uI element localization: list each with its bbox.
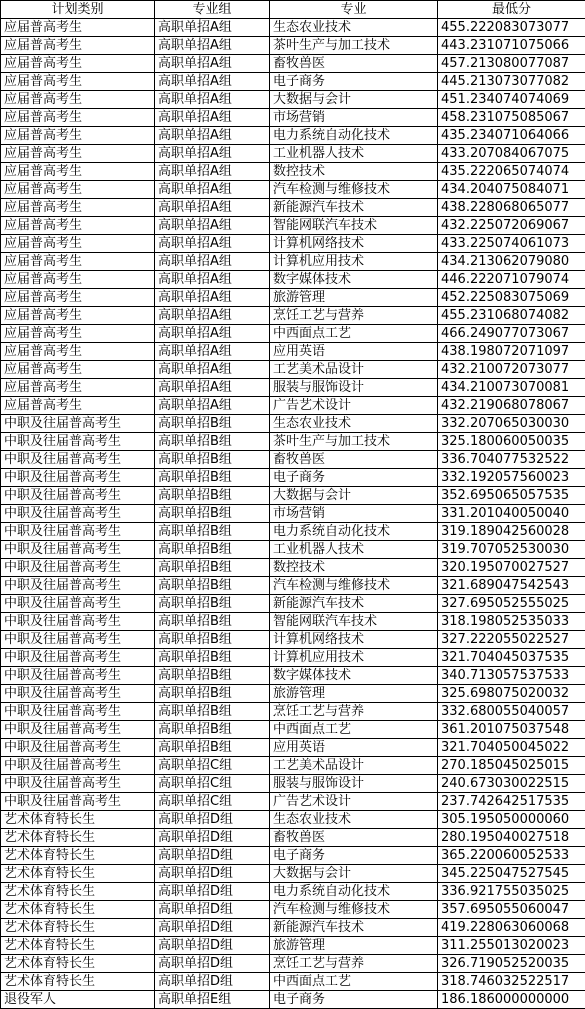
table-row <box>1 775 585 793</box>
cell-min-score: 365.220060052533 <box>438 847 585 865</box>
cell-min-score: 357.695055060047 <box>438 901 585 919</box>
cell-plan-category: 应届普高考生 <box>1 235 155 253</box>
cell-major: 新能源汽车技术 <box>270 919 438 937</box>
cell-plan-category: 中职及往届普高考生 <box>1 739 155 757</box>
cell-min-score: 340.713057537533 <box>438 667 585 685</box>
cell-major-group: 高职单招D组 <box>155 973 270 991</box>
cell-major: 广告艺术设计 <box>270 397 438 415</box>
cell-major: 烹饪工艺与营养 <box>270 703 438 721</box>
cell-min-score: 325.180060050035 <box>438 433 585 451</box>
cell-major-group: 高职单招A组 <box>155 91 270 109</box>
table-row <box>1 325 585 343</box>
cell-min-score: 433.207084067075 <box>438 145 585 163</box>
cell-plan-category: 中职及往届普高考生 <box>1 505 155 523</box>
table-row <box>1 793 585 811</box>
cell-major: 服装与服饰设计 <box>270 775 438 793</box>
cell-min-score: 434.210073070081 <box>438 379 585 397</box>
table-row <box>1 91 585 109</box>
cell-major-group: 高职单招B组 <box>155 415 270 433</box>
cell-major: 工艺美术品设计 <box>270 757 438 775</box>
cell-major: 新能源汽车技术 <box>270 199 438 217</box>
cell-min-score: 332.192057560023 <box>438 469 585 487</box>
cell-major: 计算机应用技术 <box>270 649 438 667</box>
cell-min-score: 326.719052520035 <box>438 955 585 973</box>
cell-min-score: 466.249077073067 <box>438 325 585 343</box>
cell-major: 电子商务 <box>270 469 438 487</box>
cell-major-group: 高职单招B组 <box>155 649 270 667</box>
cell-plan-category: 中职及往届普高考生 <box>1 793 155 811</box>
cell-min-score: 240.673030022515 <box>438 775 585 793</box>
cell-major-group: 高职单招B组 <box>155 703 270 721</box>
cell-min-score: 434.213062079080 <box>438 253 585 271</box>
cell-plan-category: 中职及往届普高考生 <box>1 523 155 541</box>
table-row <box>1 829 585 847</box>
cell-plan-category: 中职及往届普高考生 <box>1 721 155 739</box>
table-row <box>1 163 585 181</box>
table-row <box>1 271 585 289</box>
cell-plan-category: 艺术体育特长生 <box>1 829 155 847</box>
cell-major-group: 高职单招A组 <box>155 235 270 253</box>
table-row <box>1 289 585 307</box>
cell-major-group: 高职单招B组 <box>155 541 270 559</box>
cell-min-score: 443.231071075066 <box>438 37 585 55</box>
cell-major: 应用英语 <box>270 739 438 757</box>
cell-major: 烹饪工艺与营养 <box>270 955 438 973</box>
cell-major: 畜牧兽医 <box>270 451 438 469</box>
cell-min-score: 327.695052555025 <box>438 595 585 613</box>
table-row <box>1 577 585 595</box>
cell-major: 应用英语 <box>270 343 438 361</box>
table-row <box>1 469 585 487</box>
cell-major: 计算机应用技术 <box>270 253 438 271</box>
cell-plan-category: 中职及往届普高考生 <box>1 595 155 613</box>
cell-major: 中西面点工艺 <box>270 973 438 991</box>
cell-major-group: 高职单招B组 <box>155 613 270 631</box>
table-row <box>1 73 585 91</box>
cell-plan-category: 应届普高考生 <box>1 91 155 109</box>
cell-major-group: 高职单招D组 <box>155 919 270 937</box>
cell-min-score: 419.228063060068 <box>438 919 585 937</box>
cell-major: 服装与服饰设计 <box>270 379 438 397</box>
table-row <box>1 361 585 379</box>
cell-major-group: 高职单招A组 <box>155 325 270 343</box>
cell-min-score: 438.228068065077 <box>438 199 585 217</box>
cell-major-group: 高职单招D组 <box>155 865 270 883</box>
table-row <box>1 55 585 73</box>
cell-major-group: 高职单招A组 <box>155 37 270 55</box>
cell-major-group: 高职单招B组 <box>155 451 270 469</box>
cell-major: 汽车检测与维修技术 <box>270 181 438 199</box>
table-row <box>1 685 585 703</box>
cell-major: 工业机器人技术 <box>270 541 438 559</box>
cell-plan-category: 中职及往届普高考生 <box>1 757 155 775</box>
cell-major-group: 高职单招D组 <box>155 901 270 919</box>
cell-min-score: 325.698075020032 <box>438 685 585 703</box>
cell-plan-category: 艺术体育特长生 <box>1 937 155 955</box>
cell-major-group: 高职单招B组 <box>155 667 270 685</box>
table-row <box>1 415 585 433</box>
cell-min-score: 435.222065074074 <box>438 163 585 181</box>
table-row <box>1 379 585 397</box>
cell-min-score: 432.225072069067 <box>438 217 585 235</box>
cell-major-group: 高职单招B组 <box>155 721 270 739</box>
cell-min-score: 311.255013020023 <box>438 937 585 955</box>
table-row <box>1 343 585 361</box>
cell-min-score: 451.234074074069 <box>438 91 585 109</box>
table-row <box>1 847 585 865</box>
table-row <box>1 757 585 775</box>
cell-major-group: 高职单招A组 <box>155 145 270 163</box>
header-row <box>1 1 585 19</box>
cell-min-score: 280.195040027518 <box>438 829 585 847</box>
cell-major: 计算机网络技术 <box>270 631 438 649</box>
cell-major-group: 高职单招A组 <box>155 253 270 271</box>
cell-min-score: 336.704077532522 <box>438 451 585 469</box>
cell-min-score: 452.225083075069 <box>438 289 585 307</box>
cell-plan-category: 退役军人 <box>1 991 155 1009</box>
cell-plan-category: 中职及往届普高考生 <box>1 775 155 793</box>
cell-plan-category: 应届普高考生 <box>1 271 155 289</box>
table-row <box>1 541 585 559</box>
cell-plan-category: 应届普高考生 <box>1 361 155 379</box>
cell-major-group: 高职单招D组 <box>155 811 270 829</box>
cell-major: 汽车检测与维修技术 <box>270 577 438 595</box>
cell-major: 电子商务 <box>270 73 438 91</box>
cell-min-score: 457.213080077087 <box>438 55 585 73</box>
cell-major-group: 高职单招B组 <box>155 505 270 523</box>
table-row <box>1 145 585 163</box>
cell-plan-category: 中职及往届普高考生 <box>1 415 155 433</box>
cell-min-score: 305.195050000060 <box>438 811 585 829</box>
table-row <box>1 559 585 577</box>
cell-major-group: 高职单招B组 <box>155 685 270 703</box>
cell-major: 数字媒体技术 <box>270 667 438 685</box>
cell-min-score: 332.207065030030 <box>438 415 585 433</box>
cell-major-group: 高职单招A组 <box>155 289 270 307</box>
cell-plan-category: 艺术体育特长生 <box>1 811 155 829</box>
cell-min-score: 434.204075084071 <box>438 181 585 199</box>
cell-major: 旅游管理 <box>270 289 438 307</box>
header-major: 专业 <box>270 1 438 19</box>
cell-plan-category: 中职及往届普高考生 <box>1 487 155 505</box>
cell-major-group: 高职单招B组 <box>155 739 270 757</box>
table-row <box>1 883 585 901</box>
table-row <box>1 217 585 235</box>
cell-major: 畜牧兽医 <box>270 55 438 73</box>
cell-min-score: 319.189042560028 <box>438 523 585 541</box>
cell-major: 电力系统自动化技术 <box>270 127 438 145</box>
cell-major: 生态农业技术 <box>270 19 438 37</box>
cell-min-score: 319.707052530030 <box>438 541 585 559</box>
cell-major-group: 高职单招D组 <box>155 829 270 847</box>
cell-min-score: 321.704045037535 <box>438 649 585 667</box>
table-row <box>1 127 585 145</box>
cell-plan-category: 应届普高考生 <box>1 379 155 397</box>
header-major-group: 专业组 <box>155 1 270 19</box>
cell-major: 电子商务 <box>270 847 438 865</box>
cell-plan-category: 应届普高考生 <box>1 307 155 325</box>
cell-major: 生态农业技术 <box>270 811 438 829</box>
cell-min-score: 435.234071064066 <box>438 127 585 145</box>
cell-major-group: 高职单招A组 <box>155 199 270 217</box>
cell-plan-category: 艺术体育特长生 <box>1 901 155 919</box>
cell-plan-category: 应届普高考生 <box>1 217 155 235</box>
table-row <box>1 649 585 667</box>
table-row <box>1 973 585 991</box>
cell-major-group: 高职单招A组 <box>155 397 270 415</box>
cell-plan-category: 中职及往届普高考生 <box>1 613 155 631</box>
table-row <box>1 19 585 37</box>
cell-plan-category: 中职及往届普高考生 <box>1 559 155 577</box>
table-row <box>1 901 585 919</box>
cell-plan-category: 应届普高考生 <box>1 289 155 307</box>
cell-min-score: 446.222071079074 <box>438 271 585 289</box>
table-row <box>1 523 585 541</box>
cell-plan-category: 应届普高考生 <box>1 127 155 145</box>
cell-major: 大数据与会计 <box>270 865 438 883</box>
cell-major: 烹饪工艺与营养 <box>270 307 438 325</box>
cell-major-group: 高职单招A组 <box>155 343 270 361</box>
cell-major: 电力系统自动化技术 <box>270 523 438 541</box>
table-row <box>1 811 585 829</box>
cell-major-group: 高职单招B组 <box>155 577 270 595</box>
cell-major-group: 高职单招A组 <box>155 73 270 91</box>
cell-plan-category: 艺术体育特长生 <box>1 919 155 937</box>
cell-min-score: 331.201040050040 <box>438 505 585 523</box>
cell-major-group: 高职单招A组 <box>155 217 270 235</box>
cell-major: 数控技术 <box>270 163 438 181</box>
cell-major-group: 高职单招B组 <box>155 487 270 505</box>
table-row <box>1 703 585 721</box>
table-row <box>1 739 585 757</box>
cell-major-group: 高职单招C组 <box>155 793 270 811</box>
cell-plan-category: 应届普高考生 <box>1 397 155 415</box>
cell-min-score: 318.746032522517 <box>438 973 585 991</box>
cell-major-group: 高职单招A组 <box>155 163 270 181</box>
cell-min-score: 458.231075085067 <box>438 109 585 127</box>
cell-major: 广告艺术设计 <box>270 793 438 811</box>
cell-major: 市场营销 <box>270 505 438 523</box>
cell-major: 茶叶生产与加工技术 <box>270 37 438 55</box>
cell-plan-category: 应届普高考生 <box>1 181 155 199</box>
cell-min-score: 345.225047527545 <box>438 865 585 883</box>
header-plan-category: 计划类别 <box>1 1 155 19</box>
cell-plan-category: 应届普高考生 <box>1 19 155 37</box>
cell-major-group: 高职单招A组 <box>155 55 270 73</box>
cell-major: 旅游管理 <box>270 685 438 703</box>
table-row <box>1 307 585 325</box>
cell-major-group: 高职单招B组 <box>155 595 270 613</box>
table-row <box>1 865 585 883</box>
cell-plan-category: 应届普高考生 <box>1 109 155 127</box>
cell-major-group: 高职单招A组 <box>155 181 270 199</box>
cell-major: 茶叶生产与加工技术 <box>270 433 438 451</box>
cell-major-group: 高职单招A组 <box>155 271 270 289</box>
cell-major-group: 高职单招B组 <box>155 559 270 577</box>
cell-major: 电子商务 <box>270 991 438 1009</box>
cell-min-score: 361.201075037548 <box>438 721 585 739</box>
table-row <box>1 595 585 613</box>
cell-plan-category: 应届普高考生 <box>1 253 155 271</box>
cell-major: 电力系统自动化技术 <box>270 883 438 901</box>
cell-major-group: 高职单招D组 <box>155 883 270 901</box>
cell-min-score: 186.186000000000 <box>438 991 585 1009</box>
cell-plan-category: 中职及往届普高考生 <box>1 541 155 559</box>
cell-min-score: 270.185045025015 <box>438 757 585 775</box>
cell-min-score: 321.689047542543 <box>438 577 585 595</box>
cell-plan-category: 应届普高考生 <box>1 145 155 163</box>
cell-major-group: 高职单招C组 <box>155 757 270 775</box>
cell-major-group: 高职单招C组 <box>155 775 270 793</box>
cell-major: 中西面点工艺 <box>270 325 438 343</box>
cell-major-group: 高职单招E组 <box>155 991 270 1009</box>
cell-major: 智能网联汽车技术 <box>270 217 438 235</box>
header-min-score: 最低分 <box>438 1 585 19</box>
cell-plan-category: 艺术体育特长生 <box>1 847 155 865</box>
cell-plan-category: 中职及往届普高考生 <box>1 703 155 721</box>
cell-major-group: 高职单招B组 <box>155 523 270 541</box>
cell-major: 计算机网络技术 <box>270 235 438 253</box>
cell-min-score: 318.198052535033 <box>438 613 585 631</box>
cell-min-score: 455.222083073077 <box>438 19 585 37</box>
cell-major: 汽车检测与维修技术 <box>270 901 438 919</box>
cell-plan-category: 中职及往届普高考生 <box>1 451 155 469</box>
table-row <box>1 955 585 973</box>
table-row <box>1 235 585 253</box>
cell-major: 工艺美术品设计 <box>270 361 438 379</box>
cell-plan-category: 艺术体育特长生 <box>1 973 155 991</box>
cell-min-score: 320.195070027527 <box>438 559 585 577</box>
cell-plan-category: 艺术体育特长生 <box>1 883 155 901</box>
cell-major: 畜牧兽医 <box>270 829 438 847</box>
cell-min-score: 327.222055022527 <box>438 631 585 649</box>
cell-min-score: 432.219068078067 <box>438 397 585 415</box>
cell-major: 数字媒体技术 <box>270 271 438 289</box>
cell-min-score: 438.198072071097 <box>438 343 585 361</box>
table-row <box>1 109 585 127</box>
cell-plan-category: 中职及往届普高考生 <box>1 577 155 595</box>
cell-plan-category: 艺术体育特长生 <box>1 865 155 883</box>
table-row <box>1 397 585 415</box>
cell-major-group: 高职单招D组 <box>155 847 270 865</box>
cell-plan-category: 应届普高考生 <box>1 55 155 73</box>
cell-major-group: 高职单招A组 <box>155 307 270 325</box>
table-row <box>1 667 585 685</box>
cell-major: 生态农业技术 <box>270 415 438 433</box>
cell-major-group: 高职单招A组 <box>155 379 270 397</box>
table-row <box>1 505 585 523</box>
cell-min-score: 332.680055040057 <box>438 703 585 721</box>
table-row <box>1 253 585 271</box>
cell-plan-category: 应届普高考生 <box>1 163 155 181</box>
cell-major-group: 高职单招D组 <box>155 955 270 973</box>
cell-min-score: 445.213073077082 <box>438 73 585 91</box>
cell-major: 市场营销 <box>270 109 438 127</box>
cell-min-score: 237.742642517535 <box>438 793 585 811</box>
cell-plan-category: 中职及往届普高考生 <box>1 685 155 703</box>
table-row <box>1 487 585 505</box>
cell-plan-category: 应届普高考生 <box>1 343 155 361</box>
cell-major-group: 高职单招B组 <box>155 631 270 649</box>
cell-major-group: 高职单招B组 <box>155 433 270 451</box>
cell-major-group: 高职单招A组 <box>155 19 270 37</box>
cell-plan-category: 中职及往届普高考生 <box>1 433 155 451</box>
table-row <box>1 181 585 199</box>
cell-plan-category: 中职及往届普高考生 <box>1 649 155 667</box>
table-row <box>1 919 585 937</box>
cell-plan-category: 艺术体育特长生 <box>1 955 155 973</box>
cell-major: 工业机器人技术 <box>270 145 438 163</box>
cell-min-score: 432.210072073077 <box>438 361 585 379</box>
cell-major-group: 高职单招B组 <box>155 469 270 487</box>
cell-major-group: 高职单招D组 <box>155 937 270 955</box>
table-row <box>1 937 585 955</box>
cell-major-group: 高职单招A组 <box>155 109 270 127</box>
cell-min-score: 433.225074061073 <box>438 235 585 253</box>
cell-major: 新能源汽车技术 <box>270 595 438 613</box>
cell-plan-category: 中职及往届普高考生 <box>1 469 155 487</box>
cell-plan-category: 中职及往届普高考生 <box>1 631 155 649</box>
cell-min-score: 336.921755035025 <box>438 883 585 901</box>
cell-plan-category: 应届普高考生 <box>1 37 155 55</box>
cell-plan-category: 应届普高考生 <box>1 199 155 217</box>
cell-plan-category: 应届普高考生 <box>1 73 155 91</box>
table-row <box>1 613 585 631</box>
cell-major: 大数据与会计 <box>270 487 438 505</box>
cell-plan-category: 应届普高考生 <box>1 325 155 343</box>
cell-major: 旅游管理 <box>270 937 438 955</box>
table-row <box>1 721 585 739</box>
table-row <box>1 199 585 217</box>
table-row <box>1 991 585 1009</box>
table-row <box>1 451 585 469</box>
cell-major: 数控技术 <box>270 559 438 577</box>
cell-major-group: 高职单招A组 <box>155 361 270 379</box>
table-row <box>1 37 585 55</box>
cell-major: 中西面点工艺 <box>270 721 438 739</box>
cell-plan-category: 中职及往届普高考生 <box>1 667 155 685</box>
cell-major: 大数据与会计 <box>270 91 438 109</box>
table-row <box>1 631 585 649</box>
cell-min-score: 352.695065057535 <box>438 487 585 505</box>
cell-min-score: 321.704050045022 <box>438 739 585 757</box>
cell-major: 智能网联汽车技术 <box>270 613 438 631</box>
table-row <box>1 433 585 451</box>
cell-min-score: 455.231068074082 <box>438 307 585 325</box>
cell-major-group: 高职单招A组 <box>155 127 270 145</box>
